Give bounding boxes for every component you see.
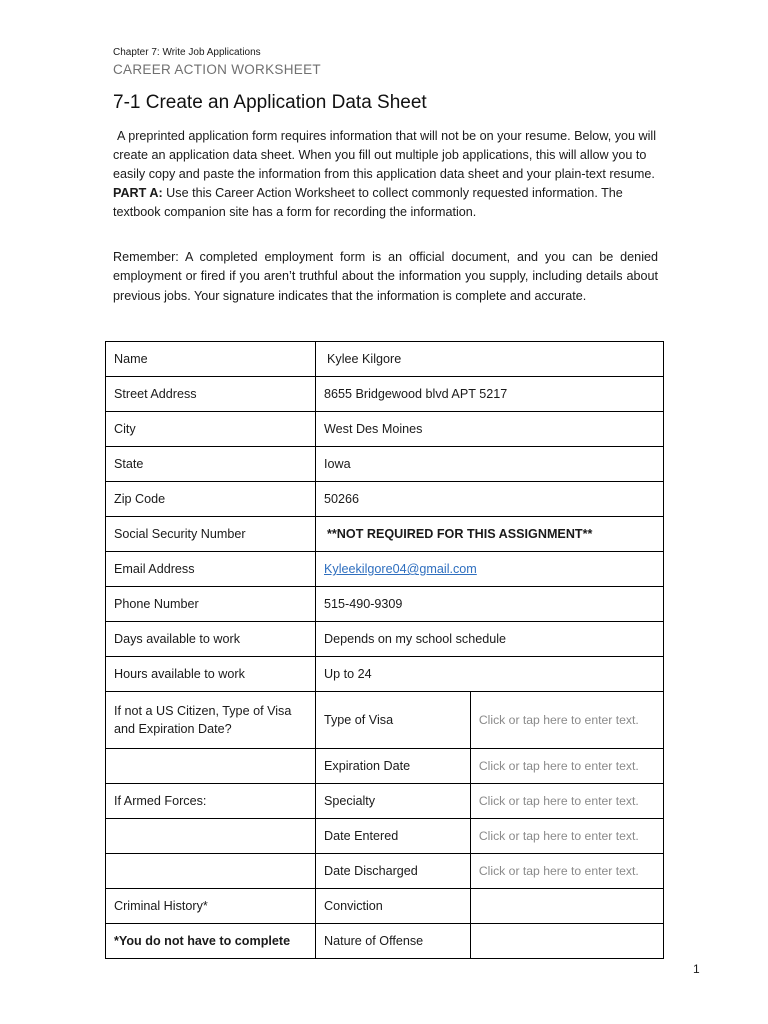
hours-available-value[interactable]: Up to 24: [316, 657, 664, 692]
part-a-text: Use this Career Action Worksheet to collect commonly requested information. The textbook companion site has a form for recording the information.: [113, 186, 623, 219]
page-title: 7-1 Create an Application Data Sheet: [113, 92, 427, 113]
days-available-value[interactable]: Depends on my school schedule: [316, 622, 664, 657]
empty-label-cell: [106, 819, 316, 854]
application-data-table: [105, 341, 664, 959]
table-row: [106, 657, 664, 692]
visa-type-label: Type of Visa: [316, 692, 471, 749]
expiration-date-field[interactable]: Click or tap here to enter text.: [470, 749, 663, 784]
date-entered-field[interactable]: Click or tap here to enter text.: [470, 819, 663, 854]
table-row: [106, 692, 664, 749]
ssn-label: Social Security Number: [106, 517, 316, 552]
part-a-label: PART A:: [113, 186, 163, 200]
city-label: City: [106, 412, 316, 447]
worksheet-heading: CAREER ACTION WORKSHEET: [113, 62, 321, 77]
date-discharged-label: Date Discharged: [316, 854, 471, 889]
part-a-paragraph: [113, 184, 658, 222]
table-row: [106, 749, 664, 784]
phone-label: Phone Number: [106, 587, 316, 622]
state-value[interactable]: Iowa: [316, 447, 664, 482]
specialty-label: Specialty: [316, 784, 471, 819]
state-label: State: [106, 447, 316, 482]
criminal-history-label: Criminal History*: [106, 889, 316, 924]
empty-label-cell: [106, 749, 316, 784]
chapter-heading: Chapter 7: Write Job Applications: [113, 47, 261, 58]
table-row: [106, 587, 664, 622]
ssn-value[interactable]: **NOT REQUIRED FOR THIS ASSIGNMENT**: [316, 517, 664, 552]
phone-value[interactable]: 515-490-9309: [316, 587, 664, 622]
name-value[interactable]: Kylee Kilgore: [316, 342, 664, 377]
intro-paragraph: A preprinted application form requires information that will not be on your resume. Below, you will create an application data sheet. When you fill out multiple job applications, this will allow you to easily copy and paste the information from this application data sheet and your plain-text resume.: [113, 129, 657, 181]
visa-label: If not a US Citizen, Type of Visa and Expiration Date?: [106, 692, 316, 749]
table-row: [106, 482, 664, 517]
conviction-label: Conviction: [316, 889, 471, 924]
table-row: [106, 924, 664, 959]
street-address-value[interactable]: 8655 Bridgewood blvd APT 5217: [316, 377, 664, 412]
page-number: 1: [693, 962, 700, 976]
street-address-label: Street Address: [106, 377, 316, 412]
email-link[interactable]: Kyleekilgore04@gmail.com: [324, 562, 477, 576]
days-available-label: Days available to work: [106, 622, 316, 657]
table-row: [106, 622, 664, 657]
conviction-field[interactable]: [470, 889, 663, 924]
nature-of-offense-label: Nature of Offense: [316, 924, 471, 959]
table-row: [106, 377, 664, 412]
specialty-field[interactable]: Click or tap here to enter text.: [470, 784, 663, 819]
reminder-paragraph: Remember: A completed employment form is an official document, and you can be denied employment or fired if you aren’t truthful about the information you supply, including details about previous jobs. Your signature indicates that the information is complete and accurate.: [113, 250, 658, 303]
intro-section: [113, 127, 658, 222]
table-row: [106, 552, 664, 587]
zip-code-value[interactable]: 50266: [316, 482, 664, 517]
table-row: [106, 447, 664, 482]
table-row: [106, 889, 664, 924]
table-row: [106, 784, 664, 819]
table-row: [106, 819, 664, 854]
visa-type-field[interactable]: Click or tap here to enter text.: [470, 692, 663, 749]
table-row: [106, 342, 664, 377]
email-label: Email Address: [106, 552, 316, 587]
date-discharged-field[interactable]: Click or tap here to enter text.: [470, 854, 663, 889]
empty-label-cell: [106, 854, 316, 889]
nature-of-offense-field[interactable]: [470, 924, 663, 959]
table-row: [106, 412, 664, 447]
table-row: [106, 854, 664, 889]
criminal-note: *You do not have to complete: [106, 924, 316, 959]
email-cell: [316, 552, 664, 587]
city-value[interactable]: West Des Moines: [316, 412, 664, 447]
date-entered-label: Date Entered: [316, 819, 471, 854]
name-label: Name: [106, 342, 316, 377]
zip-code-label: Zip Code: [106, 482, 316, 517]
hours-available-label: Hours available to work: [106, 657, 316, 692]
expiration-date-label: Expiration Date: [316, 749, 471, 784]
armed-forces-label: If Armed Forces:: [106, 784, 316, 819]
table-row: [106, 517, 664, 552]
